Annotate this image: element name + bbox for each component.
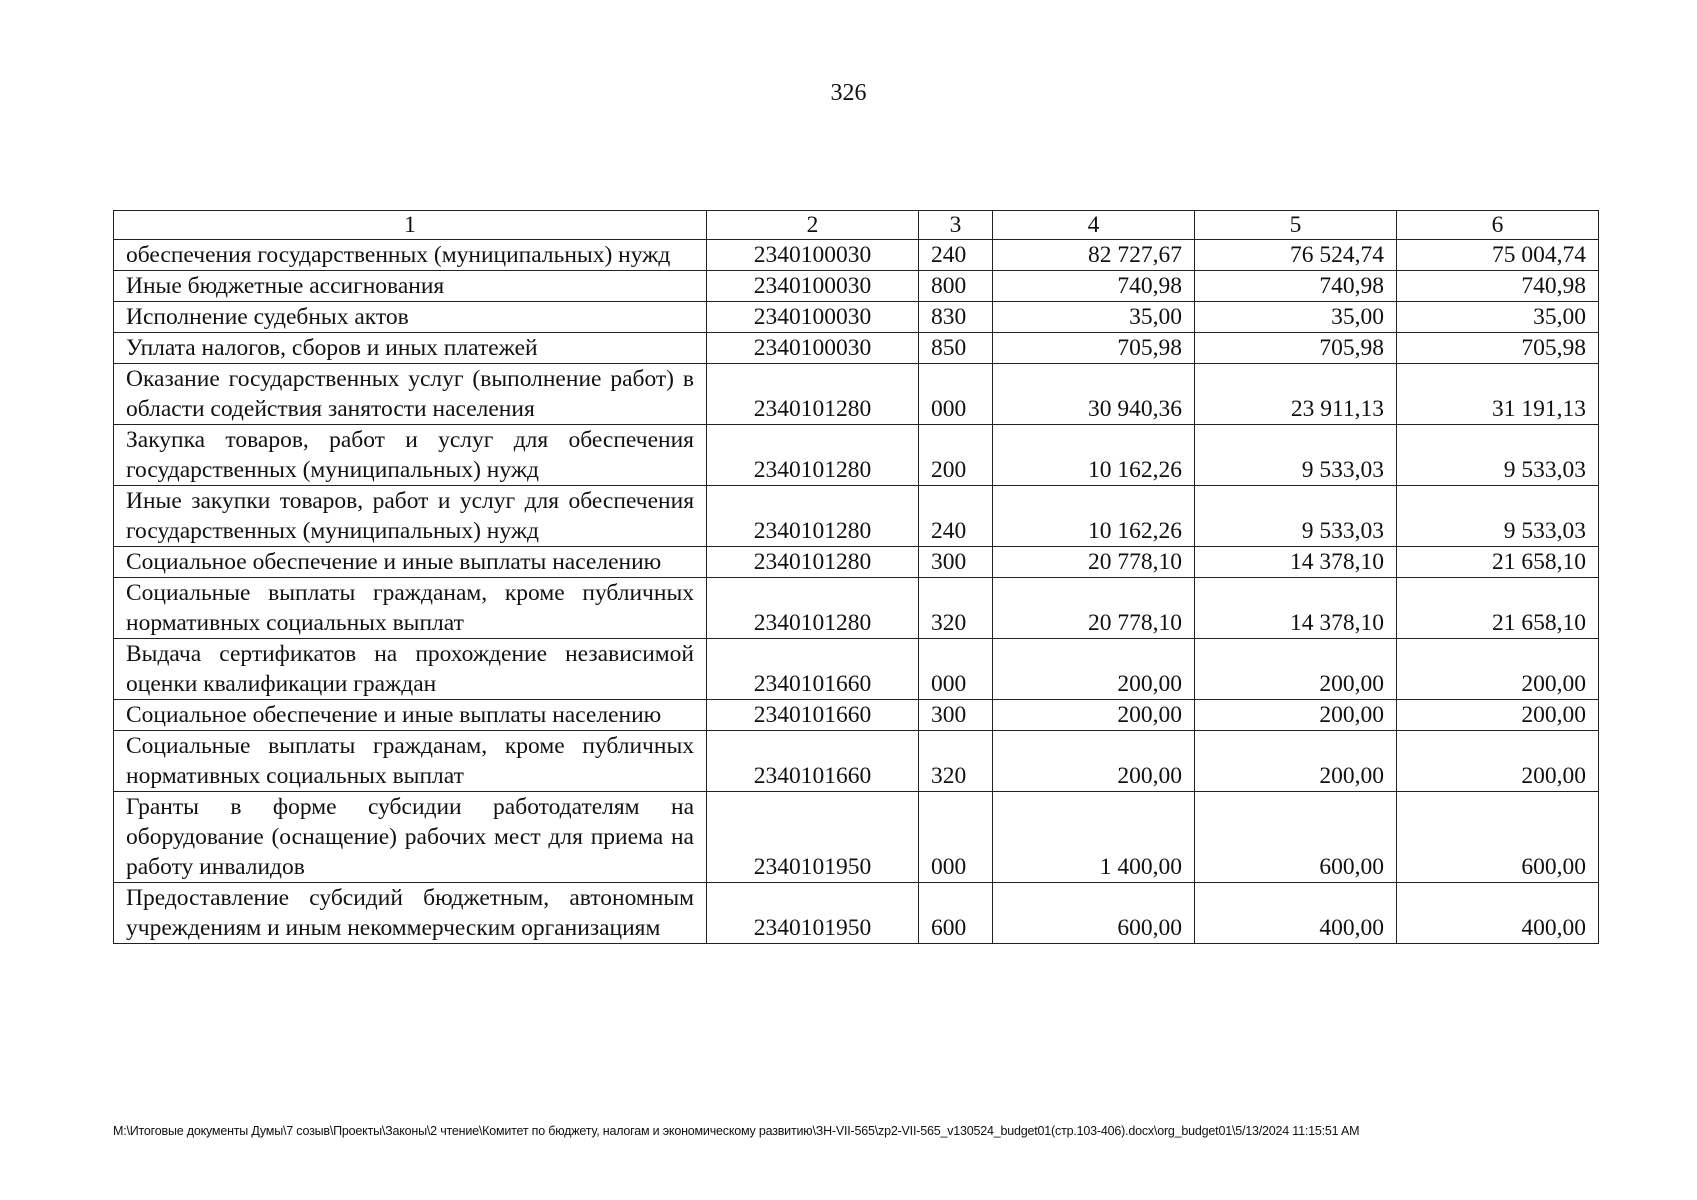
table-row: [114, 271, 1599, 302]
amount-col-6: 9 533,03: [1397, 486, 1599, 547]
document-file-path: M:\Итоговые документы Думы\7 созыв\Проекты\Законы\2 чтение\Комитет по бюджету, налогам и экономическому развитию\ЗН-VII-565\zp2-VII-565_v130524_budget01(стр.103-406).docx\org_budget01\5/13/2024 11:15:51 AM: [113, 1124, 1360, 1138]
target-code: 2340101950: [707, 883, 919, 944]
expense-type: 800: [919, 271, 993, 302]
amount-col-5: 200,00: [1195, 700, 1397, 731]
amount-col-5: 705,98: [1195, 333, 1397, 364]
item-name: Оказание государственных услуг (выполнение работ) в области содействия занятости населения: [114, 364, 707, 425]
table-row: [114, 578, 1599, 639]
amount-col-4: 600,00: [993, 883, 1195, 944]
item-name: Иные закупки товаров, работ и услуг для обеспечения государственных (муниципальных) нужд: [114, 486, 707, 547]
table-row: [114, 700, 1599, 731]
amount-col-6: 600,00: [1397, 792, 1599, 883]
amount-col-6: 35,00: [1397, 302, 1599, 333]
expense-type: 320: [919, 578, 993, 639]
expense-type: 850: [919, 333, 993, 364]
target-code: 2340101280: [707, 425, 919, 486]
page-number: 326: [830, 80, 867, 106]
item-name: Социальные выплаты гражданам, кроме публичных нормативных социальных выплат: [114, 578, 707, 639]
target-code: 2340100030: [707, 302, 919, 333]
table-row: [114, 302, 1599, 333]
target-code: 2340100030: [707, 240, 919, 271]
table-row: [114, 883, 1599, 944]
amount-col-4: 200,00: [993, 700, 1195, 731]
expense-type: 000: [919, 364, 993, 425]
amount-col-4: 200,00: [993, 731, 1195, 792]
table-row: [114, 333, 1599, 364]
amount-col-4: 10 162,26: [993, 425, 1195, 486]
table-row: [114, 486, 1599, 547]
expense-type: 300: [919, 700, 993, 731]
amount-col-5: 14 378,10: [1195, 547, 1397, 578]
amount-col-5: 600,00: [1195, 792, 1397, 883]
amount-col-5: 14 378,10: [1195, 578, 1397, 639]
amount-col-6: 31 191,13: [1397, 364, 1599, 425]
item-name: Выдача сертификатов на прохождение независимой оценки квалификации граждан: [114, 639, 707, 700]
expense-type: 000: [919, 792, 993, 883]
item-name: Уплата налогов, сборов и иных платежей: [114, 333, 707, 364]
item-name: Социальное обеспечение и иные выплаты населению: [114, 547, 707, 578]
item-name: Предоставление субсидий бюджетным, автономным учреждениям и иным некоммерческим организациям: [114, 883, 707, 944]
budget-table: [113, 210, 1599, 944]
item-name: Иные бюджетные ассигнования: [114, 271, 707, 302]
amount-col-5: 9 533,03: [1195, 486, 1397, 547]
amount-col-6: 21 658,10: [1397, 547, 1599, 578]
table-header-row: [114, 211, 1599, 240]
table-row: [114, 425, 1599, 486]
target-code: 2340101660: [707, 700, 919, 731]
expense-type: 240: [919, 240, 993, 271]
amount-col-5: 200,00: [1195, 639, 1397, 700]
target-code: 2340101280: [707, 547, 919, 578]
expense-type: 240: [919, 486, 993, 547]
amount-col-6: 200,00: [1397, 700, 1599, 731]
item-name: обеспечения государственных (муниципальных) нужд: [114, 240, 707, 271]
item-name: Исполнение судебных актов: [114, 302, 707, 333]
amount-col-6: 705,98: [1397, 333, 1599, 364]
column-header: 3: [919, 211, 993, 240]
amount-col-4: 82 727,67: [993, 240, 1195, 271]
amount-col-4: 35,00: [993, 302, 1195, 333]
column-header: 5: [1195, 211, 1397, 240]
amount-col-4: 705,98: [993, 333, 1195, 364]
target-code: 2340101280: [707, 486, 919, 547]
amount-col-5: 740,98: [1195, 271, 1397, 302]
amount-col-5: 76 524,74: [1195, 240, 1397, 271]
amount-col-4: 20 778,10: [993, 547, 1195, 578]
amount-col-6: 21 658,10: [1397, 578, 1599, 639]
item-name: Гранты в форме субсидии работодателям на оборудование (оснащение) рабочих мест для приема на работу инвалидов: [114, 792, 707, 883]
amount-col-6: 200,00: [1397, 639, 1599, 700]
table-row: [114, 547, 1599, 578]
table-row: [114, 639, 1599, 700]
item-name: Закупка товаров, работ и услуг для обеспечения государственных (муниципальных) нужд: [114, 425, 707, 486]
amount-col-5: 400,00: [1195, 883, 1397, 944]
amount-col-5: 9 533,03: [1195, 425, 1397, 486]
expense-type: 300: [919, 547, 993, 578]
column-header: 1: [114, 211, 707, 240]
amount-col-4: 10 162,26: [993, 486, 1195, 547]
amount-col-5: 200,00: [1195, 731, 1397, 792]
target-code: 2340101660: [707, 639, 919, 700]
amount-col-6: 9 533,03: [1397, 425, 1599, 486]
table-row: [114, 792, 1599, 883]
target-code: 2340100030: [707, 333, 919, 364]
target-code: 2340101950: [707, 792, 919, 883]
expense-type: 320: [919, 731, 993, 792]
item-name: Социальные выплаты гражданам, кроме публичных нормативных социальных выплат: [114, 731, 707, 792]
amount-col-6: 400,00: [1397, 883, 1599, 944]
column-header: 6: [1397, 211, 1599, 240]
expense-type: 000: [919, 639, 993, 700]
expense-type: 600: [919, 883, 993, 944]
table-row: [114, 731, 1599, 792]
target-code: 2340101280: [707, 578, 919, 639]
expense-type: 830: [919, 302, 993, 333]
column-header: 4: [993, 211, 1195, 240]
amount-col-6: 200,00: [1397, 731, 1599, 792]
amount-col-6: 740,98: [1397, 271, 1599, 302]
amount-col-6: 75 004,74: [1397, 240, 1599, 271]
table-row: [114, 364, 1599, 425]
expense-type: 200: [919, 425, 993, 486]
amount-col-4: 740,98: [993, 271, 1195, 302]
amount-col-5: 35,00: [1195, 302, 1397, 333]
target-code: 2340101660: [707, 731, 919, 792]
amount-col-5: 23 911,13: [1195, 364, 1397, 425]
amount-col-4: 1 400,00: [993, 792, 1195, 883]
amount-col-4: 200,00: [993, 639, 1195, 700]
target-code: 2340101280: [707, 364, 919, 425]
column-header: 2: [707, 211, 919, 240]
table-row: [114, 240, 1599, 271]
target-code: 2340100030: [707, 271, 919, 302]
amount-col-4: 20 778,10: [993, 578, 1195, 639]
item-name: Социальное обеспечение и иные выплаты населению: [114, 700, 707, 731]
amount-col-4: 30 940,36: [993, 364, 1195, 425]
